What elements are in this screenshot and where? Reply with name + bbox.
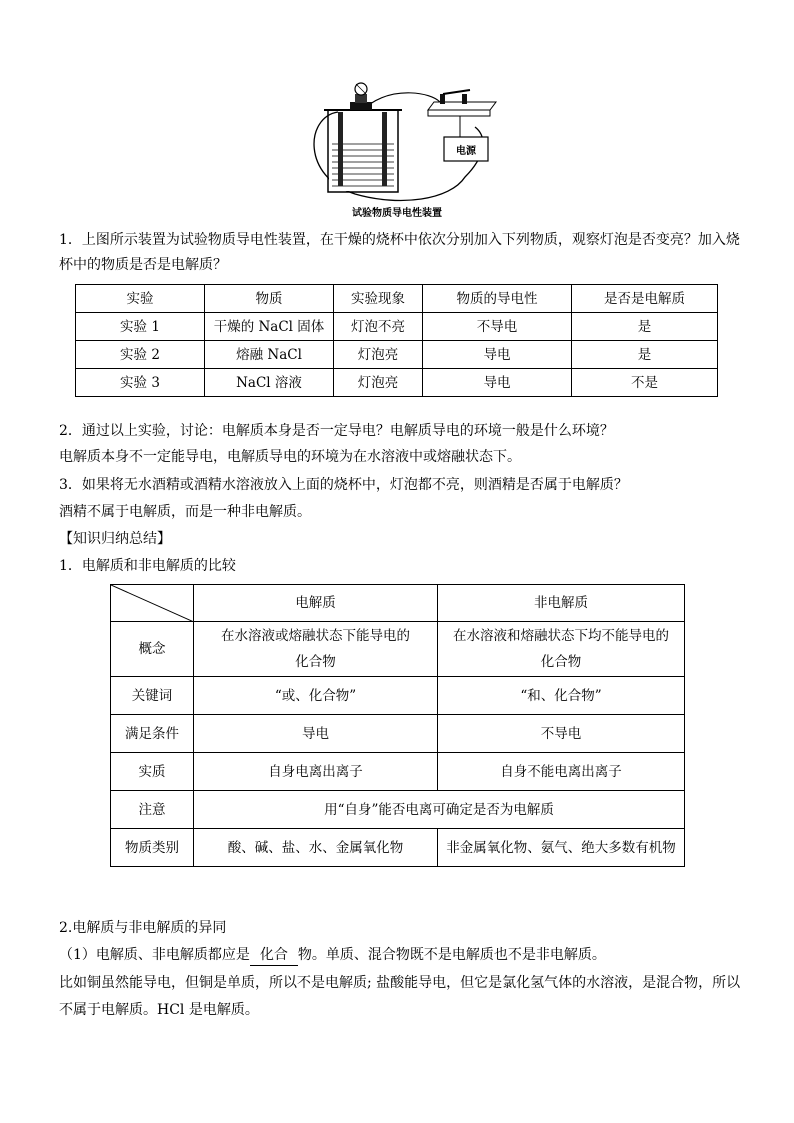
- conductivity-apparatus-figure: [300, 82, 500, 202]
- table-header-row: [76, 285, 718, 313]
- header-cell: 物质: [205, 285, 334, 313]
- figure-caption: 试验物质导电性装置: [352, 208, 442, 219]
- row-label: 概念: [111, 622, 194, 677]
- table-cell: 导电: [423, 341, 572, 369]
- table-cell: 实验 1: [76, 313, 205, 341]
- table-cell: 不导电: [423, 313, 572, 341]
- table-row: [76, 369, 718, 397]
- diagonal-corner-cell: [111, 585, 194, 622]
- fill-blank-answer: 化合: [250, 945, 298, 966]
- table-row: [111, 829, 685, 867]
- row-label: 满足条件: [111, 715, 194, 753]
- table-cell: 熔融 NaCl: [205, 341, 334, 369]
- table-cell: 不是: [572, 369, 718, 397]
- table-row: [111, 677, 685, 715]
- question-1-line-1: 1．上图所示装置为试验物质导电性装置，在干燥的烧杯中依次分别加入下列物质，观察灯泡是否变亮？加入烧: [59, 232, 740, 248]
- table-cell: 导电: [423, 369, 572, 397]
- answer-2: 电解质本身不一定能导电，电解质导电的环境为在水溶液中或熔融状态下。: [59, 449, 521, 465]
- table-row: [111, 715, 685, 753]
- table-cell: 导电: [194, 715, 438, 753]
- table-cell: 灯泡不亮: [334, 313, 423, 341]
- concept-electrolyte-line-2: 化合物: [295, 654, 336, 670]
- table-cell: 非金属氧化物、氨气、绝大多数有机物: [438, 829, 685, 867]
- paragraph-1-after: 物。单质、混合物既不是电解质也不是非电解质。: [297, 947, 606, 963]
- experiment-table: [75, 284, 718, 397]
- header-cell: 实验: [76, 285, 205, 313]
- table-row: [111, 622, 685, 677]
- summary-item-1: 1．电解质和非电解质的比较: [59, 558, 236, 574]
- concept-nonelectrolyte-line-1: 在水溶液和熔融状态下均不能导电的: [453, 628, 669, 644]
- row-label: 关键词: [111, 677, 194, 715]
- table-cell: “和、化合物”: [438, 677, 685, 715]
- table-header-row: [111, 585, 685, 622]
- section-2-paragraph-2-line-2: 不属于电解质。HCl 是电解质。: [59, 1002, 259, 1018]
- table-row: [76, 341, 718, 369]
- table-cell: 用“自身”能否电离可确定是否为电解质: [194, 791, 685, 829]
- table-cell: 干燥的 NaCl 固体: [205, 313, 334, 341]
- comparison-table: [110, 584, 685, 867]
- header-cell: 实验现象: [334, 285, 423, 313]
- paragraph-1-before: （1）电解质、非电解质都应是: [59, 947, 250, 963]
- header-cell: 是否是电解质: [572, 285, 718, 313]
- table-cell: 实验 2: [76, 341, 205, 369]
- power-source-label: 电源: [456, 146, 476, 157]
- light-bulb-icon: [350, 83, 372, 110]
- concept-nonelectrolyte-line-2: 化合物: [540, 654, 582, 670]
- section-2-paragraph-1: [59, 945, 606, 966]
- section-2-heading: 2.电解质与非电解质的异同: [59, 920, 227, 936]
- answer-3: 酒精不属于电解质，而是一种非电解质。: [59, 504, 311, 520]
- table-cell: 实验 3: [76, 369, 205, 397]
- table-row: [111, 791, 685, 829]
- table-cell: 是: [572, 341, 718, 369]
- concept-electrolyte-line-1: 在水溶液或熔融状态下能导电的: [221, 628, 410, 644]
- question-2: 2．通过以上实验，讨论：电解质本身是否一定导电？电解质导电的环境一般是什么环境？: [59, 423, 614, 439]
- table-cell: 灯泡亮: [334, 341, 423, 369]
- header-cell: 电解质: [194, 585, 438, 622]
- question-1-line-2: 杯中的物质是否是电解质？: [59, 257, 227, 273]
- row-label: 注意: [111, 791, 194, 829]
- table-cell: [438, 622, 685, 677]
- table-cell: “或、化合物”: [194, 677, 438, 715]
- table-cell: 灯泡亮: [334, 369, 423, 397]
- beaker-icon: [324, 110, 402, 192]
- summary-heading: 【知识归纳总结】: [59, 531, 171, 547]
- row-label: 实质: [111, 753, 194, 791]
- table-cell: 是: [572, 313, 718, 341]
- table-row: [76, 313, 718, 341]
- table-cell: 酸、碱、盐、水、金属氧化物: [194, 829, 438, 867]
- switch-icon: [428, 90, 496, 116]
- header-cell: 非电解质: [438, 585, 685, 622]
- table-cell: 自身电离出离子: [194, 753, 438, 791]
- table-cell: 不导电: [438, 715, 685, 753]
- table-cell: 自身不能电离出离子: [438, 753, 685, 791]
- header-cell: 物质的导电性: [423, 285, 572, 313]
- section-2-paragraph-2-line-1: 比如铜虽然能导电，但铜是单质，所以不是电解质; 盐酸能导电，但它是氯化氢气体的水溶液，是混合物，所以: [59, 975, 741, 991]
- table-cell: NaCl 溶液: [205, 369, 334, 397]
- row-label: 物质类别: [111, 829, 194, 867]
- question-3: 3．如果将无水酒精或酒精水溶液放入上面的烧杯中，灯泡都不亮，则酒精是否属于电解质？: [59, 477, 628, 493]
- table-cell: [194, 622, 438, 677]
- table-row: [111, 753, 685, 791]
